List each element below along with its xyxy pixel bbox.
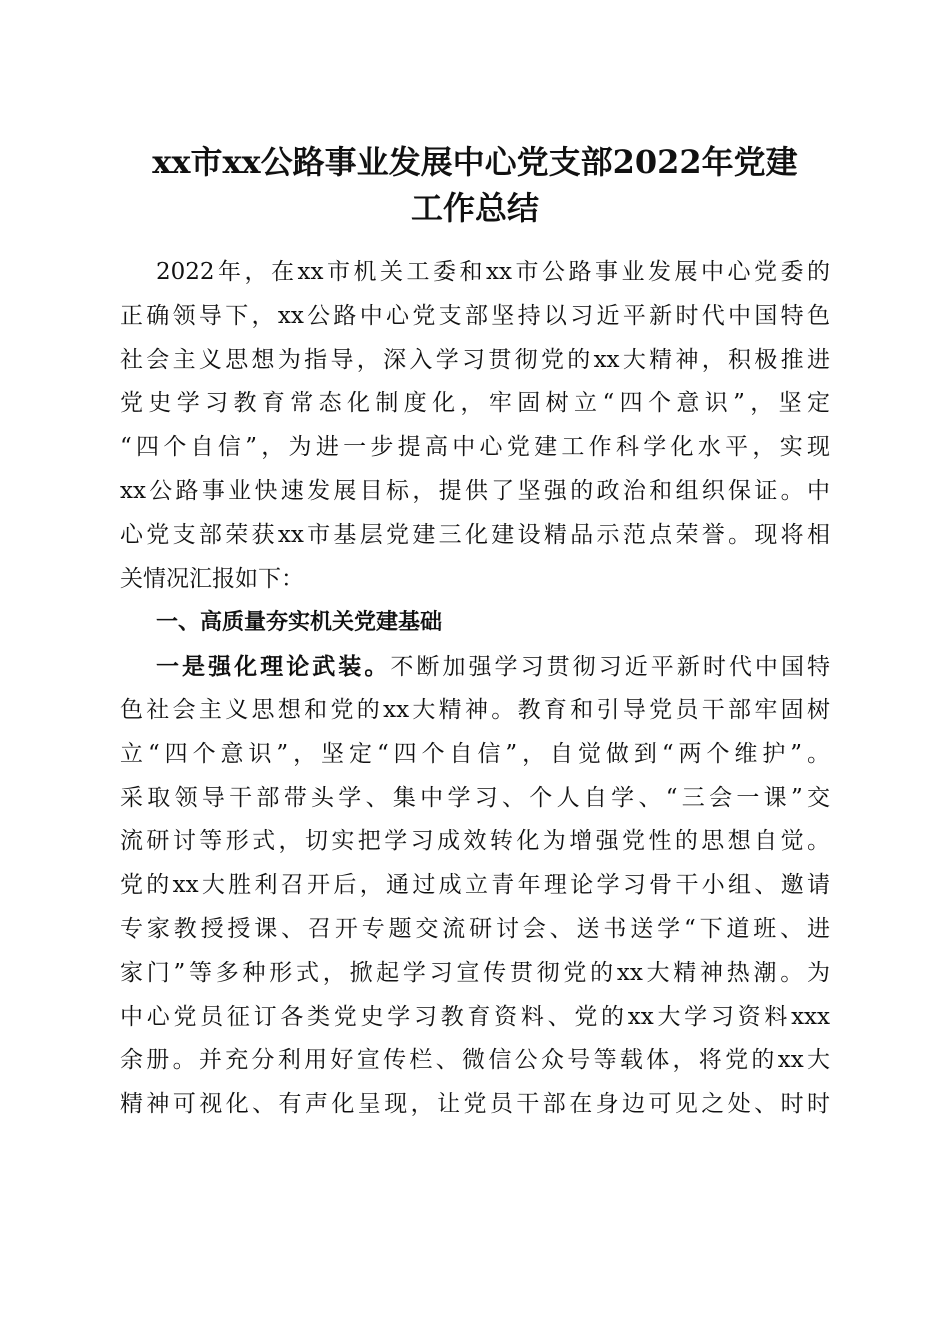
section-line: 家门”等多种形式，掀起学习宣传贯彻党的xx大精神热潮。为 [120,959,830,986]
intro-line: 党史学习教育常态化制度化，牢固树立“四个意识”，坚定 [120,390,830,417]
section-line: 专家教授授课、召开专题交流研讨会、送书送学“下道班、进 [120,915,830,942]
intro-line: “四个自信”，为进一步提高中心党建工作科学化水平，实现 [120,434,830,461]
section-line: 色社会主义思想和党的xx大精神。教育和引导党员干部牢固树 [120,696,830,723]
section-first-line [120,645,830,689]
section-line: 中心党员征订各类党史学习教育资料、党的xx大学习资料xxx [120,1003,830,1030]
document-title-line-2: 工作总结 [410,189,539,227]
intro-line: 2022年，在xx市机关工委和xx市公路事业发展中心党委的 [156,259,830,285]
intro-line: 心党支部荣获xx市基层党建三化建设精品示范点荣誉。现将相 [120,521,830,548]
intro-line: 正确领导下，xx公路中心党支部坚持以习近平新时代中国特色 [120,302,830,329]
section-line: 精神可视化、有声化呈现，让党员干部在身边可见之处、时时 [120,1091,830,1118]
section-heading: 一、高质量夯实机关党建基础 [156,610,443,636]
section-line: 余册。并充分利用好宣传栏、微信公众号等载体，将党的xx大 [120,1047,830,1074]
section-line: 党的xx大胜利召开后，通过成立青年理论学习骨干小组、邀请 [120,872,830,899]
document-body [120,251,830,1127]
document-title-line-1: xx市xx公路事业发展中心党支部2022年党建 [152,143,798,181]
intro-line: 关情况汇报如下： [120,565,304,592]
intro-line: xx公路事业快速发展目标，提供了坚强的政治和组织保证。中 [120,477,830,504]
section-lead-phrase: 一是强化理论武装。 [156,653,391,681]
intro-line: 社会主义思想为指导，深入学习贯彻党的xx大精神，积极推进 [120,346,830,373]
section-first-line-rest: 不断加强学习贯彻习近平新时代中国特 [390,654,831,681]
section-line: 立“四个意识”，坚定“四个自信”，自觉做到“两个维护”。 [120,740,830,767]
section-line: 采取领导干部带头学、集中学习、个人自学、“三会一课”交 [120,784,830,811]
section-line: 流研讨等形式，切实把学习成效转化为增强党性的思想自觉。 [120,828,830,855]
